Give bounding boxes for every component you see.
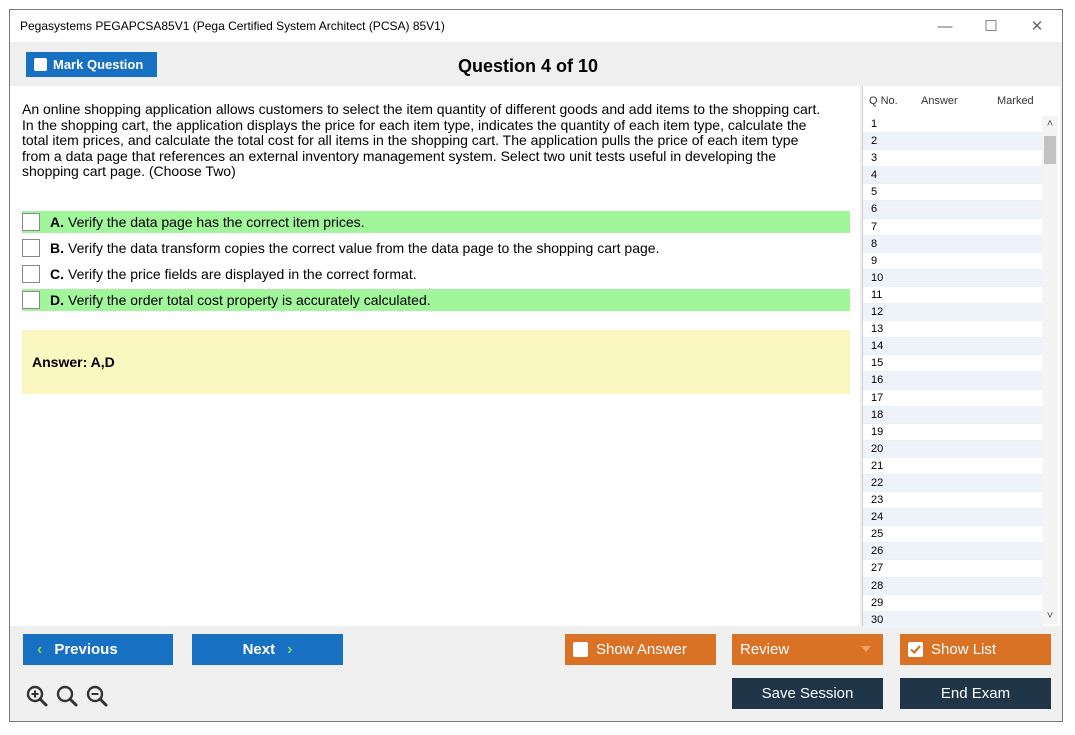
question-number: 7	[871, 220, 878, 233]
maximize-icon[interactable]: ☐	[984, 18, 998, 35]
question-list-row[interactable]	[863, 116, 1043, 133]
question-list-row[interactable]	[863, 184, 1043, 201]
question-number: 29	[871, 596, 884, 609]
option-letter: D.	[50, 292, 64, 308]
question-number: 24	[871, 511, 884, 524]
show-list-button[interactable]	[900, 634, 1051, 665]
question-number: 16	[871, 374, 884, 387]
question-list-row[interactable]	[863, 526, 1043, 543]
question-list-row[interactable]	[863, 441, 1043, 458]
question-number: 10	[871, 271, 884, 284]
question-list-row[interactable]	[863, 407, 1043, 424]
zoom-controls	[26, 685, 108, 707]
checkbox-checked-icon	[908, 642, 923, 657]
question-header: Question 4 of 10	[457, 56, 599, 76]
question-list-row[interactable]	[863, 321, 1043, 338]
question-list-row[interactable]	[863, 475, 1043, 492]
question-list-row[interactable]	[863, 578, 1043, 595]
column-header-qno: Q No.	[869, 95, 898, 107]
question-list-row[interactable]	[863, 543, 1043, 560]
question-list-row[interactable]	[863, 458, 1043, 475]
window-title: Pegasystems PEGAPCSA85V1 (Pega Certified System Architect (PCSA) 85V1)	[20, 19, 445, 33]
checkbox-icon	[34, 58, 47, 71]
question-list-row[interactable]	[863, 560, 1043, 577]
question-list-row[interactable]	[863, 595, 1043, 612]
question-list-row[interactable]	[863, 133, 1043, 150]
question-list-row[interactable]	[863, 612, 1043, 629]
option-text: Verify the order total cost property is accurately calculated.	[68, 292, 431, 308]
question-number: 17	[871, 391, 884, 404]
save-session-button[interactable]	[732, 678, 883, 709]
question-number: 9	[871, 254, 878, 267]
question-number: 22	[871, 476, 884, 489]
question-number: 18	[871, 408, 884, 421]
question-panel	[10, 86, 860, 626]
question-number: 19	[871, 425, 884, 438]
option-text: Verify the price fields are displayed in the correct format.	[68, 266, 417, 282]
question-number: 6	[871, 203, 878, 216]
question-number: 13	[871, 323, 884, 336]
answer-box	[22, 330, 850, 394]
question-number: 14	[871, 340, 884, 353]
question-list-row[interactable]	[863, 201, 1043, 218]
question-list-row[interactable]	[863, 287, 1043, 304]
chevron-left-icon: ‹	[37, 640, 43, 658]
question-list-row[interactable]	[863, 509, 1043, 526]
question-list-row[interactable]	[863, 150, 1043, 167]
column-header-marked: Marked	[997, 95, 1034, 107]
question-list-row[interactable]	[863, 492, 1043, 509]
question-number: 4	[871, 169, 878, 182]
question-number: 8	[871, 237, 878, 250]
question-number: 30	[871, 613, 884, 626]
zoom-reset-icon[interactable]	[56, 685, 78, 707]
zoom-out-icon[interactable]	[86, 685, 108, 707]
review-button[interactable]	[732, 634, 883, 665]
app-window	[9, 9, 1063, 722]
mark-question-label: Mark Question	[53, 57, 144, 72]
question-number: 2	[871, 135, 878, 148]
dropdown-arrow-icon	[861, 646, 871, 652]
question-text: An online shopping application allows customers to select the item quantity of different goods and add items to the shopping cart. In the shopping cart, the application displays the price for each item type, indicates the quantity of each item type, calculate the total item prices, and calculate the total cost for all items in the shopping cart. The application pulls the price of each item type from a data page that references an external inventory management system. Select two unit tests useful in developing the shopping cart page. (Choose Two)	[22, 101, 821, 179]
end-exam-label: End Exam	[940, 685, 1011, 702]
minimize-icon[interactable]: —	[937, 17, 953, 35]
scroll-thumb[interactable]	[1044, 136, 1056, 164]
checkbox-icon	[573, 642, 588, 657]
show-answer-label: Show Answer	[596, 641, 687, 658]
mark-question-button[interactable]	[26, 52, 157, 77]
next-label: Next	[242, 641, 276, 658]
scroll-down-icon[interactable]: ˅	[1046, 610, 1054, 622]
scroll-up-icon[interactable]: ˄	[1046, 118, 1054, 130]
zoom-in-icon[interactable]	[26, 685, 48, 707]
question-number: 3	[871, 152, 878, 165]
option-b[interactable]	[22, 237, 850, 259]
option-c[interactable]	[22, 263, 850, 285]
question-list-row[interactable]	[863, 253, 1043, 270]
review-label: Review	[740, 641, 790, 658]
question-number: 27	[871, 562, 884, 575]
option-a[interactable]	[22, 211, 850, 233]
show-list-label: Show List	[931, 641, 997, 658]
question-number: 1	[871, 118, 878, 130]
chevron-right-icon: ›	[287, 640, 293, 658]
question-list	[863, 116, 1043, 629]
previous-label: Previous	[54, 641, 118, 658]
question-list-scrollbar[interactable]	[1042, 116, 1058, 624]
question-list-panel	[862, 86, 1060, 626]
save-session-label: Save Session	[761, 685, 854, 702]
question-list-row[interactable]	[863, 167, 1043, 184]
option-checkbox[interactable]	[22, 291, 40, 309]
close-icon[interactable]: ✕	[1030, 18, 1044, 35]
show-answer-button[interactable]	[565, 634, 716, 665]
question-list-row[interactable]	[863, 424, 1043, 441]
question-list-row[interactable]	[863, 236, 1043, 253]
end-exam-button[interactable]	[900, 678, 1051, 709]
question-list-row[interactable]	[863, 338, 1043, 355]
question-number: 26	[871, 545, 884, 558]
option-d[interactable]	[22, 289, 850, 311]
question-number: 21	[871, 459, 884, 472]
answer-text: Answer: A,D	[32, 354, 115, 370]
option-letter: C.	[50, 266, 64, 282]
question-number: 11	[871, 288, 883, 301]
question-number: 5	[871, 186, 878, 199]
option-text: Verify the data transform copies the correct value from the data page to the shopping cart page.	[68, 240, 660, 256]
next-button[interactable]	[192, 634, 343, 665]
column-header-answer: Answer	[921, 95, 958, 107]
question-list-row[interactable]	[863, 270, 1043, 287]
option-checkbox[interactable]	[22, 239, 40, 257]
question-list-row[interactable]	[863, 372, 1043, 389]
option-letter: B.	[50, 240, 64, 256]
option-text: Verify the data page has the correct item prices.	[68, 214, 365, 230]
question-number: 28	[871, 579, 884, 592]
question-list-row[interactable]	[863, 355, 1043, 372]
question-number: 25	[871, 528, 884, 541]
question-number: 15	[871, 357, 884, 370]
previous-button[interactable]	[23, 634, 173, 665]
option-checkbox[interactable]	[22, 213, 40, 231]
question-list-row[interactable]	[863, 304, 1043, 321]
option-checkbox[interactable]	[22, 265, 40, 283]
question-number: 12	[871, 306, 884, 319]
question-list-row[interactable]	[863, 219, 1043, 236]
title-bar	[10, 10, 1062, 42]
question-list-row[interactable]	[863, 390, 1043, 407]
question-number: 23	[871, 494, 884, 507]
question-number: 20	[871, 442, 884, 455]
option-letter: A.	[50, 214, 64, 230]
question-list-header	[863, 86, 1060, 114]
